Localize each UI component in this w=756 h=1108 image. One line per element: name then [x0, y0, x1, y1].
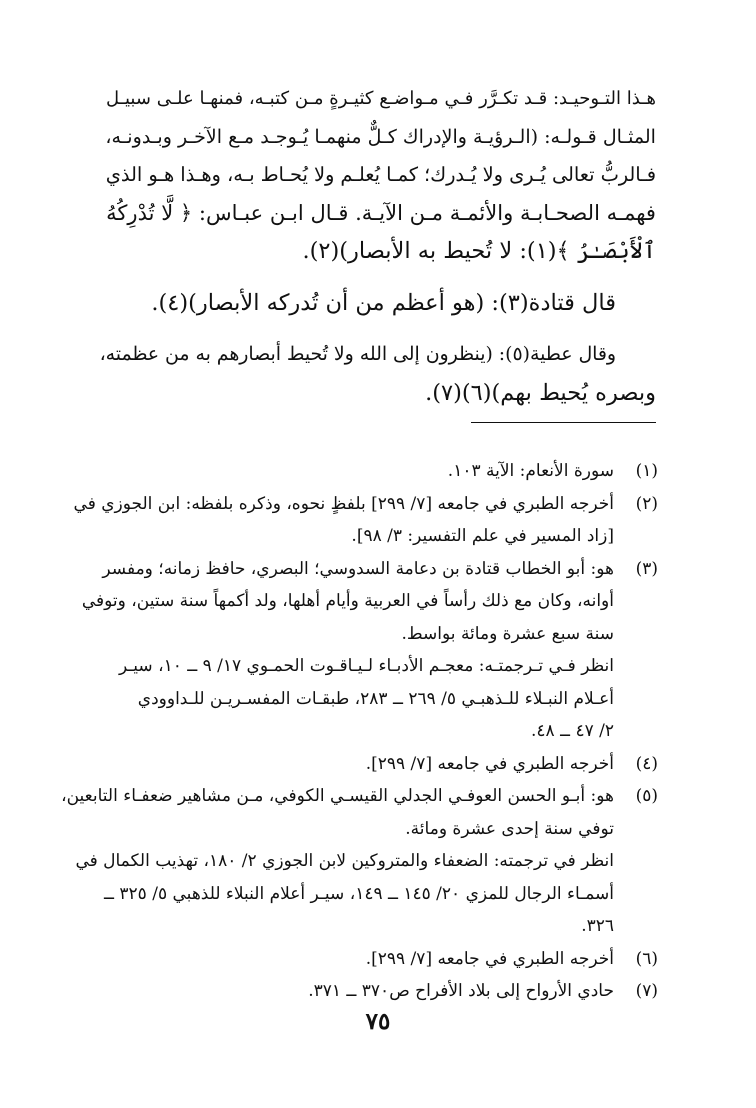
- main-text: [100, 80, 656, 412]
- footnote-line: هو: أبو الخطاب قتادة بن دعامة السدوسي؛ البصري، حافظ زمانه؛ ومفسر: [102, 558, 614, 579]
- footnote-line: توفي سنة إحدى عشرة ومائة.: [405, 818, 614, 839]
- footnote-number: (٦): [635, 948, 658, 969]
- footnote-text: [74, 488, 614, 553]
- footnote-5: [61, 780, 658, 943]
- footnote-number: (٢): [635, 493, 658, 514]
- paragraph-3: [100, 336, 656, 412]
- footnote-4: [98, 748, 658, 781]
- footnote-text: [61, 780, 614, 943]
- page-number: ٧٥: [365, 1008, 391, 1035]
- footnote-number: (٧): [635, 981, 658, 1001]
- text-line: المثـال قـولـه: (الـرؤيـة والإدراك كـلٌّ منهمـا يُـوجـد مـع الآخـر وبـدونـه،: [105, 126, 656, 148]
- footnote-3: [81, 553, 658, 748]
- text-line: فهمـه الصحـابـة والأئمـة مـن الآيـة. قـال ابـن عبـاس: ﴿ لَّا تُدْرِكُهُ: [106, 200, 656, 225]
- footnotes: [61, 455, 658, 1008]
- footnote-text: [98, 455, 614, 488]
- text-line: وقال عطية(٥): (ينظرون إلى الله ولا تُحيط أبصارهم به من عظمته،: [99, 344, 616, 365]
- footnote-text: [82, 553, 614, 748]
- footnote-line: أخرجه الطبري في جامعه [٧/ ٢٩٩].: [365, 753, 614, 774]
- text-line: قال قتادة(٣): (هو أعظم من أن تُدركه الأبصار)(٤).: [151, 290, 616, 316]
- footnote-text: [98, 943, 614, 976]
- footnote-line: حادي الأرواح إلى بلاد الأفراح ص٣٧٠ ــ ٣٧١.: [308, 981, 614, 1001]
- footnote-line: انظر في ترجمته: الضعفاء والمتروكين لابن الجوزي ٢/ ١٨٠، تهذيب الكمال في: [75, 851, 614, 871]
- footnote-line: أسمـاء الرجال للمزي ٢٠/ ١٤٥ ــ ١٤٩، سيـر أعلام النبلاء للذهبي ٥/ ٣٢٥ ــ: [104, 883, 614, 904]
- footnote-number: (٣): [635, 558, 658, 579]
- footnote-2: [73, 488, 658, 553]
- footnote-number: (٥): [635, 786, 658, 806]
- footnote-line: سنة سبع عشرة ومائة بواسط.: [401, 623, 614, 644]
- footnote-line: أوانه، وكان مع ذلك رأساً في العربية وأيام أهلها، ولد أكمهاً سنة ستين، وتوفي: [81, 591, 614, 611]
- footnote-line: أخرجه الطبري في جامعه [٧/ ٢٩٩] بلفظٍ نحوه، وذكره بلفظه: ابن الجوزي في: [73, 493, 614, 514]
- footnote-1: [98, 455, 658, 488]
- footnote-line: ٣٢٦.: [581, 916, 614, 936]
- text-line: وبصره يُحيط بهم)(٦)(٧).: [425, 380, 656, 406]
- paragraph-1: [100, 80, 656, 270]
- footnote-line: أخرجه الطبري في جامعه [٧/ ٢٩٩].: [365, 948, 614, 969]
- footnote-line: سورة الأنعام: الآية ١٠٣.: [447, 461, 614, 481]
- footnote-7: [98, 975, 658, 1008]
- text-line: ٱلْأَبْصَـٰرُ ﴾(١): لا تُحيط به الأبصار)(٢).: [302, 238, 656, 264]
- text-line: هـذا التـوحيـد: قـد تكـرَّر فـي مـواضـع كثيـرةٍ مـن كتبـه، فمنهـا علـى سبيـل: [106, 88, 656, 109]
- paragraph-2: [100, 284, 656, 322]
- footnote-line: هو: أبـو الحسن العوفـي الجدلي القيسـي الكوفي، مـن مشاهير ضعفـاء التابعين،: [61, 786, 614, 806]
- footnote-6: [98, 943, 658, 976]
- footnote-number: (١): [635, 461, 658, 481]
- footnote-text: [98, 975, 614, 1008]
- footnote-text: [98, 748, 614, 781]
- footnote-line: [زاد المسير في علم التفسير: ٣/ ٩٨].: [351, 526, 614, 546]
- text-line: فـالربُّ تعالى يُـرى ولا يُـدرك؛ كمـا يُعلـم ولا يُحـاط بـه، وهـذا هـو الذي: [105, 163, 656, 186]
- footnote-number: (٤): [635, 753, 658, 774]
- footnote-line: انظر فـي تـرجمتـه: معجـم الأدبـاء لـيـاقـوت الحمـوي ١٧/ ٩ ــ ١٠، سيـر: [118, 656, 614, 676]
- footnote-line: أعـلام النبـلاء للـذهبـي ٥/ ٢٦٩ ــ ٢٨٣، طبقـات المفسـريـن للـداوودي: [137, 688, 614, 709]
- footnote-divider: [471, 422, 656, 423]
- footnote-line: ٢/ ٤٧ ــ ٤٨.: [531, 721, 614, 741]
